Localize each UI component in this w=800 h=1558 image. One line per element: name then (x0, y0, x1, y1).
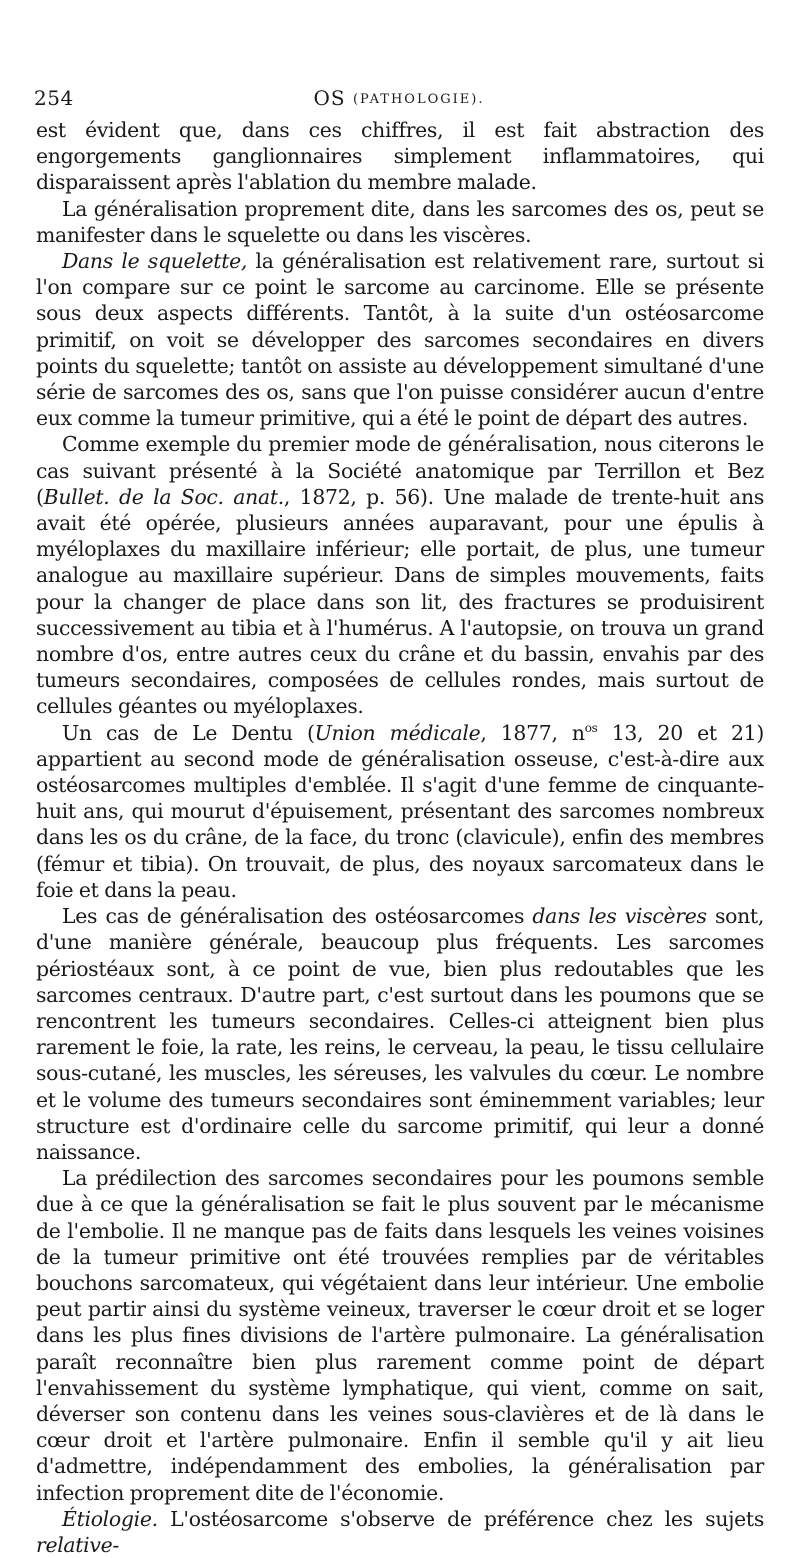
page-header (34, 86, 764, 112)
italic-dans-les-visceres: dans les viscères (532, 904, 707, 929)
paragraph-predilection: La prédilection des sarcomes secondaires pour les poumons semble due à ce que la généralisation se fait le plus souvent par le mécanisme de l'embolie. Il ne manque pas de faits dans lesquels les veines voisines de la tumeur primitive ont été trouvées remplies par de véritables bouchons sarcomateux, qui végétaient dans leur intérieur. Une embolie peut partir ainsi du système veineux, traverser le cœur droit et se loger dans les plus fines divisions de l'artère pulmonaire. La généralisation paraît reconnaître bien plus rarement comme point de départ l'envahissement du système lymphatique, qui vient, comme on sait, déverser son contenu dans les veines sous-clavières et de là dans le cœur droit et l'artère pulmonaire. Enfin il semble qu'il y ait lieu d'admettre, indépendamment des embolies, la généralisation par infection proprement dite de l'économie. (36, 1166, 764, 1505)
paragraph-le-dentu-text-c: 13, 20 et 21) appartient au second mode de généralisation osseuse, c'est-à-dire aux ostéosarcomes multiples d'emblée. Il s'agit d'une femme de cinquante-huit ans, qui mourut d'épuisement, présentant des sarcomes nombreux dans les os du crâne, de la face, du tronc (clavicule), enfin des membres (fémur et tibia). On trouvait, de plus, des noyaux sarcomateux dans le foie et dans la peau. (36, 720, 765, 902)
paragraph-premier-mode-text-b: , 1872, p. 56). Une malade de trente-huit ans avait été opérée, plusieurs années auparavant, pour une épulis à myéloplaxes du maxillaire inférieur; elle portait, de plus, une tumeur analogue au maxillaire supérieur. Dans de simples mouvements, faits pour la changer de place dans son lit, des fractures se produisirent successivement au tibia et à l'humérus. A l'autopsie, on trouva un grand nombre d'os, entre autres ceux du crâne et du bassin, envahis par des tumeurs secondaires, composées de cellules rondes, mais surtout de cellules géantes ou myéloplaxes. (36, 484, 764, 719)
superscript-os: os (584, 720, 598, 735)
running-head (34, 86, 764, 110)
page-number: 254 (34, 86, 74, 110)
italic-dans-le-squelette: Dans le squelette, (62, 249, 248, 274)
paragraph-le-dentu-text-b: , 1877, n (480, 720, 585, 745)
paragraph-le-dentu (36, 720, 764, 903)
paragraph-premier-mode-text-a: Comme exemple du premier mode de généralisation, nous citerons le cas suivant présenté à la Société anatomique par Terrillon et Bez ( (36, 432, 764, 509)
paragraph-le-dentu-text-a: Un cas de Le Dentu ( (62, 720, 315, 745)
paragraph-premier-mode (36, 431, 764, 719)
citation-bullet-soc-anat: Bullet. de la Soc. anat. (43, 484, 284, 509)
paragraph-continuation: est évident que, dans ces chiffres, il est fait abstraction des engorgements ganglionnaires simplement inflammatoires, qui disparaissent après l'ablation du membre malade. (36, 118, 764, 195)
italic-relative: relative- (36, 1532, 119, 1557)
paragraph-etiologie (36, 1506, 764, 1558)
running-head-sub: (PATHOLOGIE). (352, 92, 485, 107)
running-head-main: OS (313, 86, 346, 110)
paragraph-visceres-text-a: Les cas de généralisation des ostéosarcomes (62, 904, 533, 929)
paragraph-squelette-text: la généralisation est relativement rare, surtout si l'on compare sur ce point le sarcome au carcinome. Elle se présente sous deux aspects différents. Tantôt, à la suite d'un ostéosarcome primitif, on voit se développer des sarcomes secondaires en divers points du squelette; tantôt on assiste au développement simultané d'une série de sarcomes des os, sans que l'on puisse considérer aucun d'entre eux comme la tumeur primitive, qui a été le point de départ des autres. (36, 249, 764, 431)
paragraph-generalisation: La généralisation proprement dite, dans les sarcomes des os, peut se manifester dans le squelette ou dans les viscères. (36, 196, 764, 247)
citation-union-medicale: Union médicale (314, 720, 481, 745)
paragraph-squelette (36, 248, 764, 431)
paragraph-etiologie-text: L'ostéosarcome s'observe de préférence chez les sujets (157, 1506, 764, 1531)
paragraph-visceres-text-b: sont, d'une manière générale, beaucoup plus fréquents. Les sarcomes périostéaux sont, à ce point de vue, bien plus redoutables que les sarcomes centraux. D'autre part, c'est surtout dans les poumons que se rencontrent les tumeurs secondaires. Celles-ci atteignent bien plus rarement le foie, la rate, les reins, le cerveau, la peau, le tissu cellulaire sous-cutané, les muscles, les séreuses, les valvules du cœur. Le nombre et le volume des tumeurs secondaires sont éminemment variables; leur structure est d'ordinaire celle du sarcome primitif, qui leur a donné naissance. (36, 904, 765, 1164)
paragraph-visceres (36, 903, 764, 1165)
body-text (36, 117, 764, 1558)
heading-etiologie: Étiologie. (62, 1506, 158, 1531)
